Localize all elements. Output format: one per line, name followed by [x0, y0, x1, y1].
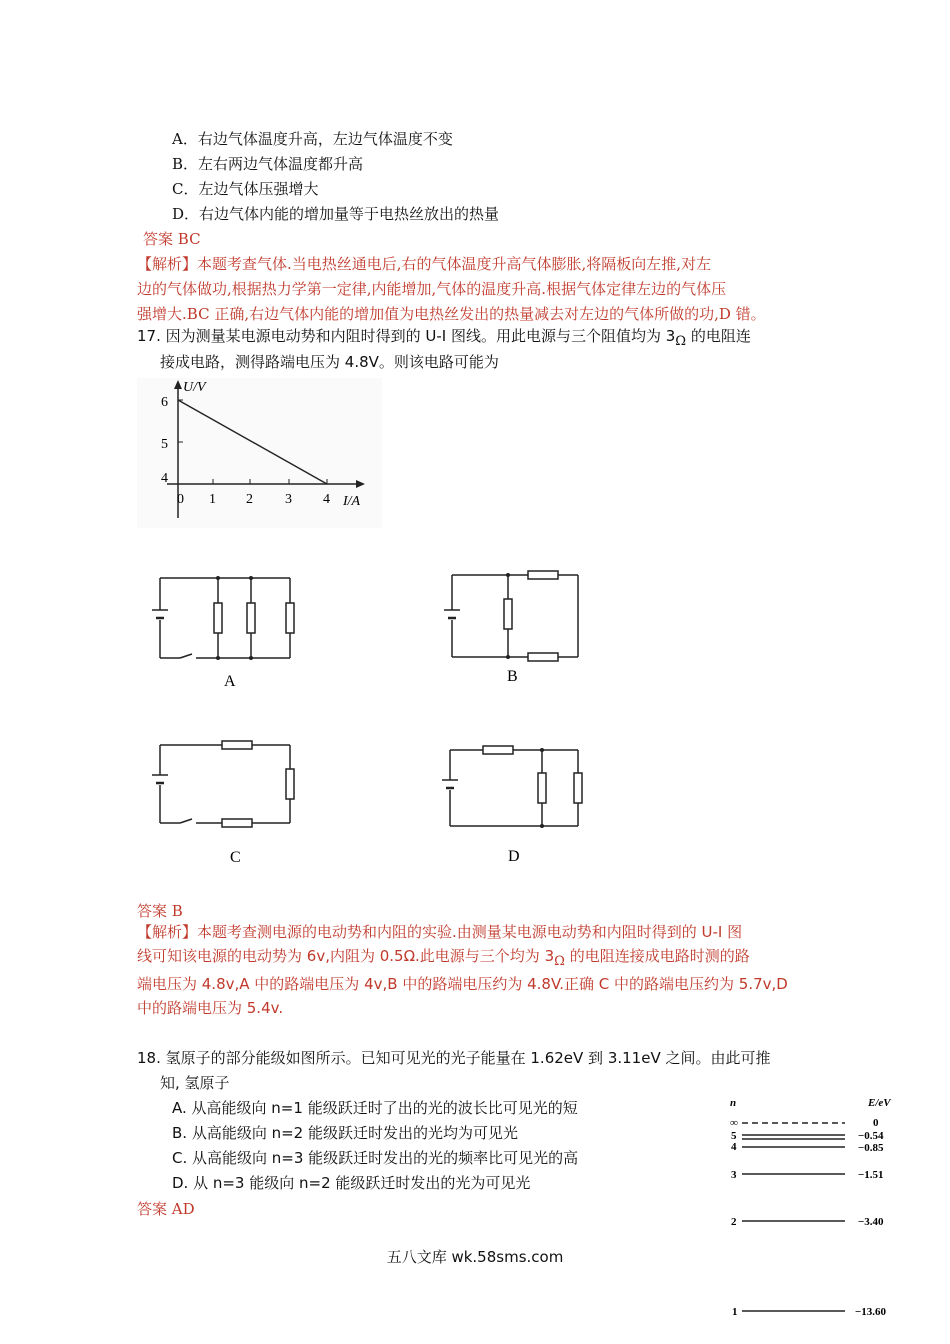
ui-graph	[137, 378, 382, 528]
n-header: n	[730, 1097, 737, 1109]
x-tick-4: 4	[323, 492, 330, 507]
q16-option-a: A．右边气体温度升高，左边气体温度不变	[172, 130, 453, 148]
e-3: −1.51	[858, 1169, 884, 1181]
q16-analysis-line3: 强增大.BC 正确,右边气体内能的增加值为电热丝发出的热量减去对左边的气体所做的功,D 错。	[137, 305, 766, 323]
circuit-d	[430, 740, 600, 870]
q18-option-c: C. 从高能级向 n=3 能级跃迁时发出的光的频率比可见光的高	[172, 1149, 579, 1167]
y-tick-5: 5	[161, 437, 168, 452]
n-5: 5	[731, 1130, 737, 1142]
energy-level-diagram	[720, 1092, 900, 1324]
q16-answer: 答案 BC	[143, 230, 201, 248]
e-inf: 0	[873, 1117, 879, 1129]
x-tick-0: 0	[177, 492, 184, 507]
q17-analysis-line2	[137, 945, 750, 969]
q18-option-b: B. 从高能级向 n=2 能级跃迁时发出的光均为可见光	[172, 1124, 518, 1142]
q18-option-a: A. 从高能级向 n=1 能级跃迁时了出的光的波长比可见光的短	[172, 1099, 578, 1117]
n-inf: ∞	[730, 1117, 738, 1129]
e-4: −0.85	[858, 1142, 884, 1154]
q18-answer: 答案 AD	[137, 1200, 195, 1218]
q17-analysis-line4: 中的路端电压为 5.4v.	[137, 999, 284, 1017]
circuit-label-d: D	[508, 848, 520, 865]
q17-analysis-line1: 【解析】本题考查测电源的电动势和内阻的实验.由测量某电源电动势和内阻时得到的 U-I 图	[137, 923, 743, 941]
x-tick-3: 3	[285, 492, 292, 507]
q17-analysis-line2-a: 线可知该电源的电动势为 6v,内阻为 0.5Ω.此电源与三个均为 3	[137, 947, 555, 965]
q18-stem-line2: 知, 氢原子	[160, 1074, 230, 1092]
n-4: 4	[731, 1141, 737, 1153]
q17-analysis-line2-b: 的电阻连接成电路时测的路	[569, 947, 750, 965]
e-1: −13.60	[855, 1306, 887, 1318]
q17-stem-line2: 接成电路，测得路端电压为 4.8V。则该电路可能为	[160, 353, 499, 371]
footer-watermark: 五八文库 wk.58sms.com	[386, 1248, 564, 1266]
ohm-symbol: Ω	[554, 954, 565, 969]
circuit-label-c: C	[230, 849, 241, 866]
q16-option-b: B．左右两边气体温度都升高	[172, 155, 364, 173]
e-2: −3.40	[858, 1216, 884, 1228]
circuit-c	[140, 735, 310, 870]
e-header: E/eV	[868, 1097, 891, 1109]
y-tick-6: 6	[161, 395, 168, 410]
ohm-symbol: Ω	[675, 334, 687, 349]
circuit-label-a: A	[224, 673, 236, 690]
n-2: 2	[731, 1216, 737, 1228]
e-5: −0.54	[858, 1130, 884, 1142]
q17-stem-text-end: 的电阻连	[690, 327, 751, 345]
q18-stem-line1: 18. 氢原子的部分能级如图所示。已知可见光的光子能量在 1.62eV 到 3.11eV 之间。由此可推	[137, 1049, 771, 1067]
q17-analysis-line3: 端电压为 4.8v,A 中的路端电压为 4v,B 中的路端电压约为 4.8V.正确 C 中的路端电压约为 5.7v,D	[137, 975, 788, 993]
q18-option-d: D. 从 n=3 能级向 n=2 能级跃迁时发出的光为可见光	[172, 1174, 531, 1192]
q17-stem-line1	[137, 325, 751, 349]
x-axis-label: I/A	[343, 494, 361, 509]
y-tick-4: 4	[161, 471, 168, 486]
circuit-label-b: B	[507, 668, 518, 685]
q17-answer: 答案 B	[137, 902, 183, 920]
y-axis-label: U/V	[183, 380, 206, 395]
n-3: 3	[731, 1169, 737, 1181]
q17-stem-text: 17. 因为测量某电源电动势和内阻时得到的 U-I 图线。用此电源与三个阻值均为 3	[137, 327, 676, 345]
circuit-b	[430, 565, 600, 690]
x-tick-2: 2	[246, 492, 253, 507]
q16-analysis-line2: 边的气体做功,根据热力学第一定律,内能增加,气体的温度升高.根据气体定律左边的气体压	[137, 280, 727, 298]
x-tick-1: 1	[209, 492, 216, 507]
q16-option-d: D．右边气体内能的增加量等于电热丝放出的热量	[172, 205, 500, 223]
circuit-a	[140, 570, 310, 695]
q16-analysis-line1: 【解析】本题考查气体.当电热丝通电后,右的气体温度升高气体膨胀,将隔板向左推,对左	[137, 255, 712, 273]
n-1: 1	[732, 1306, 738, 1318]
q16-option-c: C．左边气体压强增大	[172, 180, 319, 198]
